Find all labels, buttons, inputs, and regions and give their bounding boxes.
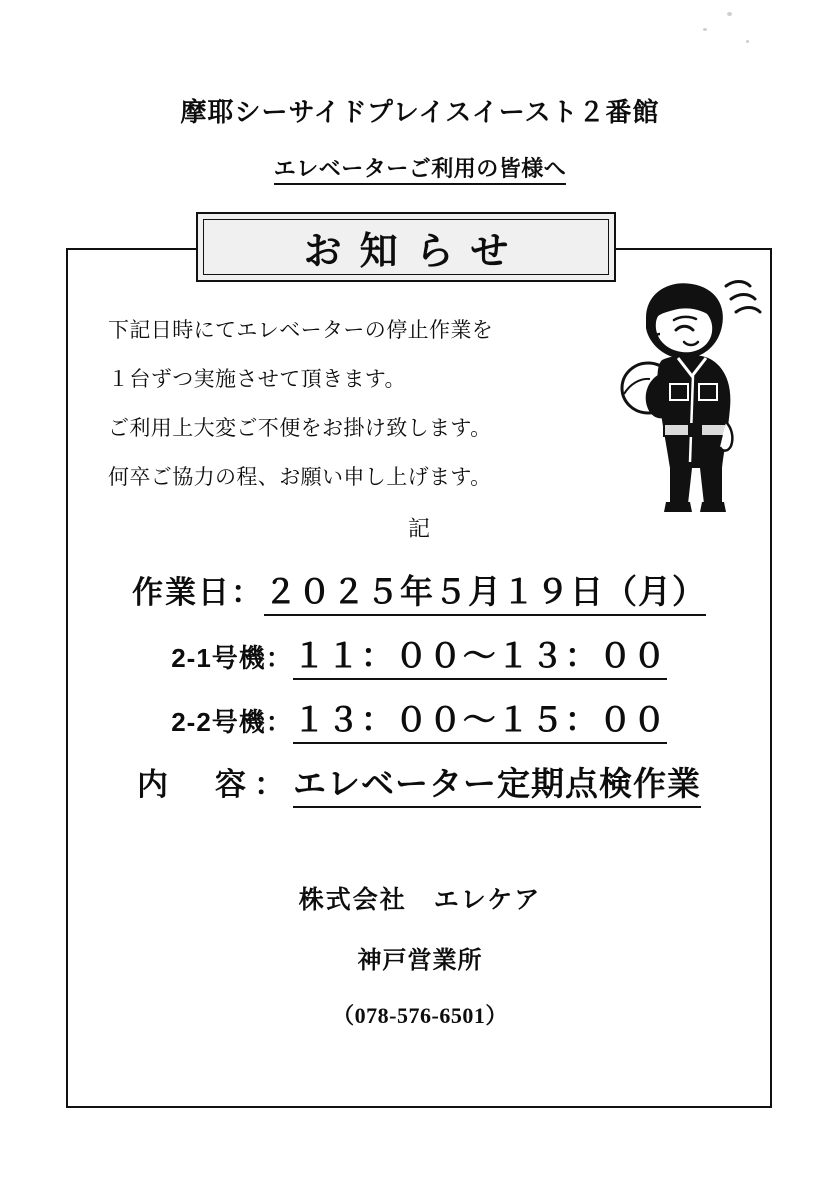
- body-line: １台ずつ実施させて頂きます。: [108, 368, 406, 391]
- title-plate: [196, 212, 616, 282]
- body-line: 何卒ご協力の程、お願い申し上げます。: [108, 466, 492, 489]
- page-title: お知らせ: [303, 230, 527, 273]
- detail-row: [66, 758, 772, 808]
- detail-value: １１：００〜１３：００: [293, 630, 667, 680]
- detail-row: [66, 566, 772, 616]
- body-line: 下記日時にてエレベーターの停止作業を: [108, 319, 494, 342]
- detail-value: エレベーター定期点検作業: [293, 758, 701, 808]
- detail-row: [66, 630, 772, 680]
- audience-line-text: エレベーターご利用の皆様へ: [274, 156, 567, 185]
- ki-mark: 記: [407, 516, 432, 541]
- detail-label: 2-1号機：: [171, 643, 293, 673]
- signature-block: [0, 880, 840, 1030]
- scan-speckle: [727, 12, 732, 16]
- audience-line: [0, 152, 840, 183]
- body-text-block: [108, 306, 588, 502]
- detail-list: [66, 566, 772, 822]
- body-line: ご利用上大変ご不便をお掛け致します。: [108, 417, 492, 440]
- signature-office: 神戸営業所: [357, 947, 483, 974]
- detail-value: ２０２５年５月１９日（月）: [264, 566, 706, 616]
- scan-speckle: [746, 40, 749, 43]
- bowing-maintenance-worker-illustration: [600, 272, 780, 522]
- scan-speckle: [703, 28, 707, 31]
- signature-phone: （078-576-6501）: [332, 1003, 508, 1028]
- detail-label: 2-2号機：: [171, 707, 293, 737]
- detail-label: 作業日：: [132, 575, 264, 610]
- signature-company: 株式会社 エレケア: [298, 886, 542, 914]
- building-name: 摩耶シーサイドプレイスイースト２番館: [180, 97, 660, 127]
- detail-row: [66, 694, 772, 744]
- detail-value: １３：００〜１５：００: [293, 694, 667, 744]
- detail-label: 内 容：: [137, 767, 293, 802]
